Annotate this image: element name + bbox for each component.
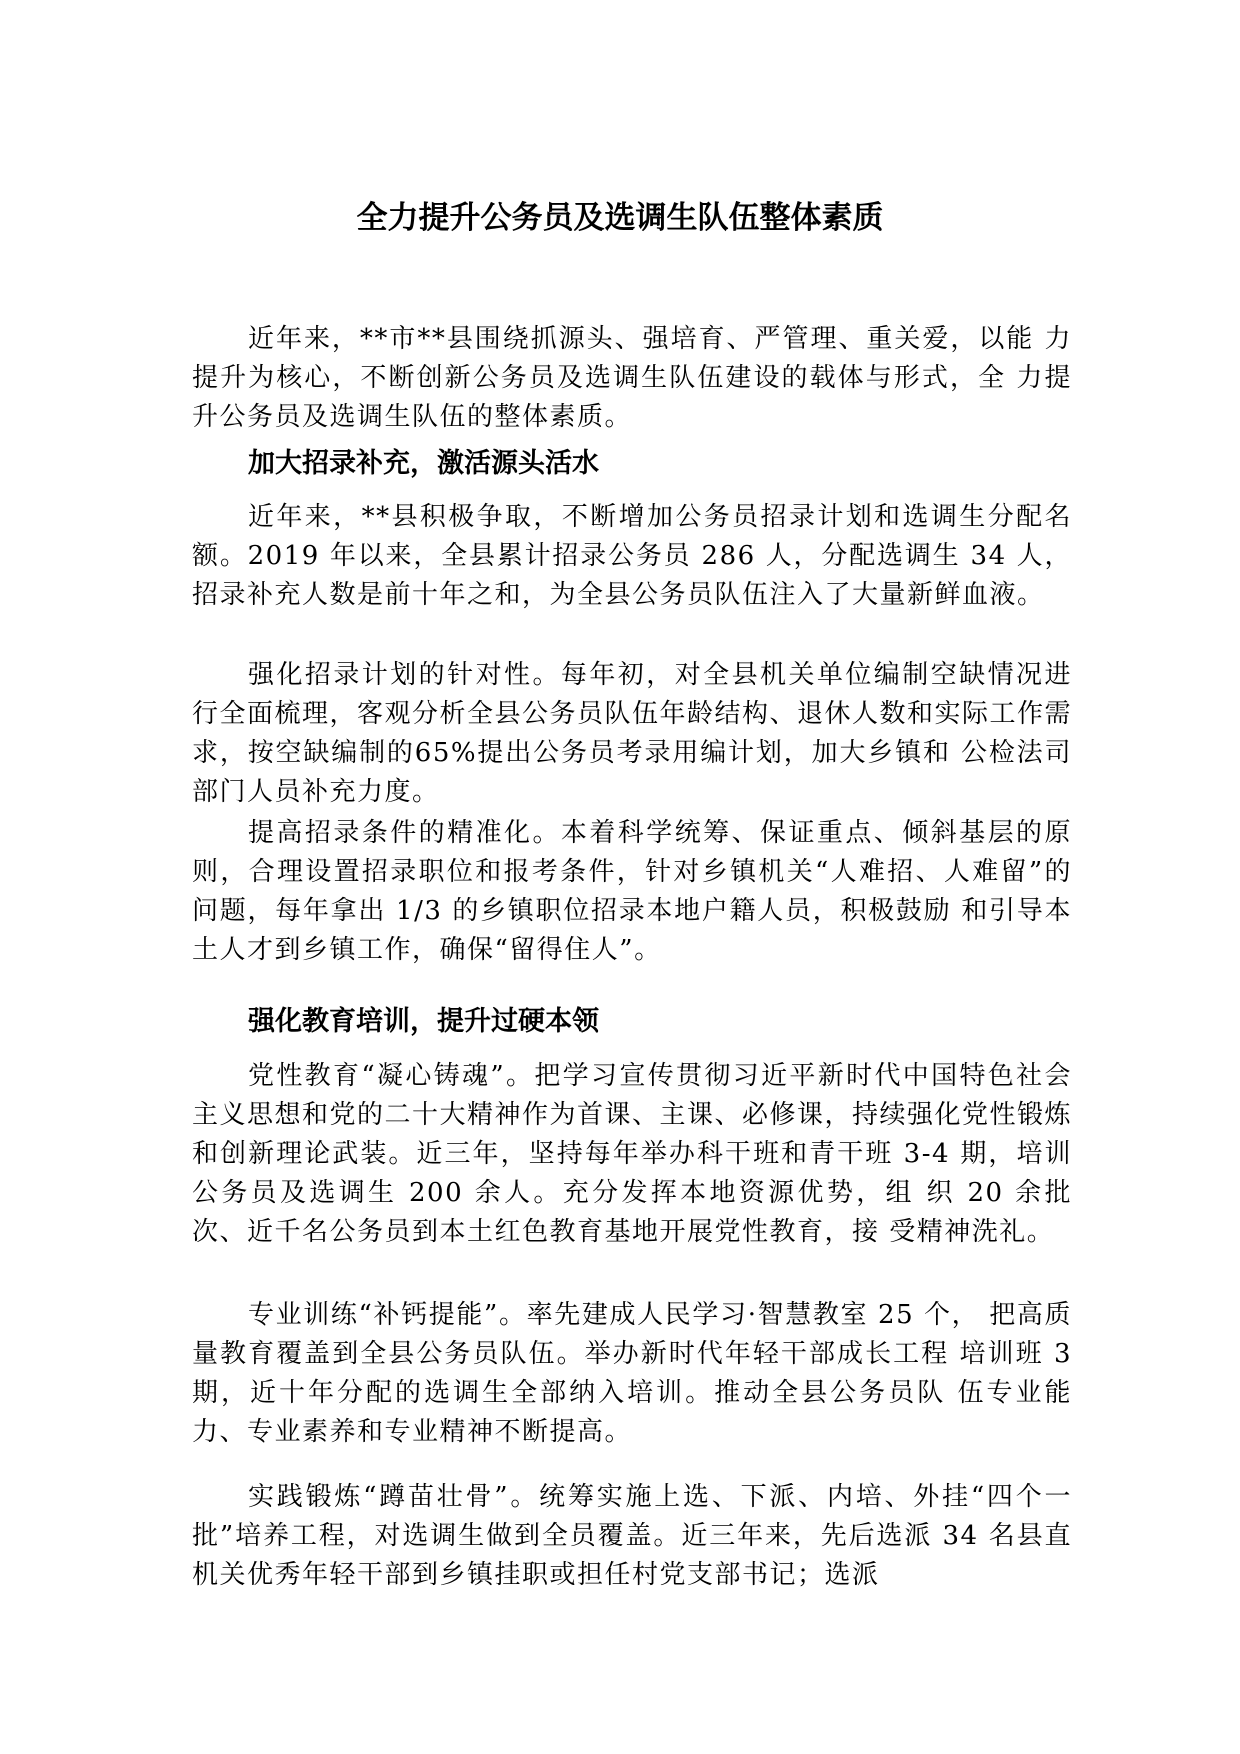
document-title: 全力提升公务员及选调生队伍整体素质 bbox=[356, 200, 884, 236]
paragraph-practice-training: 实践锻炼“蹲苗壮骨”。统筹实施上选、下派、内培、外挂“四个一批”培养工程，对选调生做到全员覆盖。近三年来，先后选派 34 名县直机关优秀年轻干部到乡镇挂职或担任村党支部书记；选派 bbox=[192, 1482, 1072, 1590]
paragraph-recruitment-conditions: 提高招录条件的精准化。本着科学统筹、保证重点、倾斜基层的原则，合理设置招录职位和报考条件，针对乡镇机关“人难招、人难留”的问题，每年拿出 1/3 的乡镇职位招录本地户籍人员，积极鼓励 和引导本土人才到乡镇工作，确保“留得住人”。 bbox=[192, 818, 1072, 965]
intro-paragraph: 近年来，**市**县围绕抓源头、强培育、严管理、重关爱，以能 力提升为核心，不断创新公务员及选调生队伍建设的载体与形式，全 力提升公务员及选调生队伍的整体素质。 bbox=[192, 324, 1072, 432]
paragraph-recruitment-overview: 近年来，**县积极争取，不断增加公务员招录计划和选调生分配名额。2019 年以来，全县累计招录公务员 286 人，分配选调生 34 人， 招录补充人数是前十年之和，为全县公务员队伍注入了大量新鲜血液。 bbox=[192, 502, 1072, 610]
paragraph-professional-training: 专业训练“补钙提能”。率先建成人民学习·智慧教室 25 个， 把高质量教育覆盖到全县公务员队伍。举办新时代年轻干部成长工程 培训班 3 期，近十年分配的选调生全部纳入培训。推动全县公务员队 伍专业能力、专业素养和专业精神不断提高。 bbox=[192, 1300, 1072, 1447]
section-heading-recruitment: 加大招录补充，激活源头活水 bbox=[248, 448, 599, 479]
paragraph-party-education: 党性教育“凝心铸魂”。把学习宣传贯彻习近平新时代中国特色社会主义思想和党的二十大精神作为首课、主课、必修课，持续强化党性锻炼和创新理论武装。近三年，坚持每年举办科干班和青干班 3-4 期，培训公务员及选调生 200 余人。充分发挥本地资源优势，组 织 20 余批次、近千名公务员到本土红色教育基地开展党性教育，接 受精神洗礼。 bbox=[192, 1061, 1073, 1247]
paragraph-recruitment-plan: 强化招录计划的针对性。每年初，对全县机关单位编制空缺情况进行全面梳理，客观分析全县公务员队伍年龄结构、退休人数和实际工作需求，按空缺编制的65%提出公务员考录用编计划，加大乡镇和 公检法司部门人员补充力度。 bbox=[192, 660, 1073, 807]
section-heading-training: 强化教育培训，提升过硬本领 bbox=[248, 1006, 599, 1037]
